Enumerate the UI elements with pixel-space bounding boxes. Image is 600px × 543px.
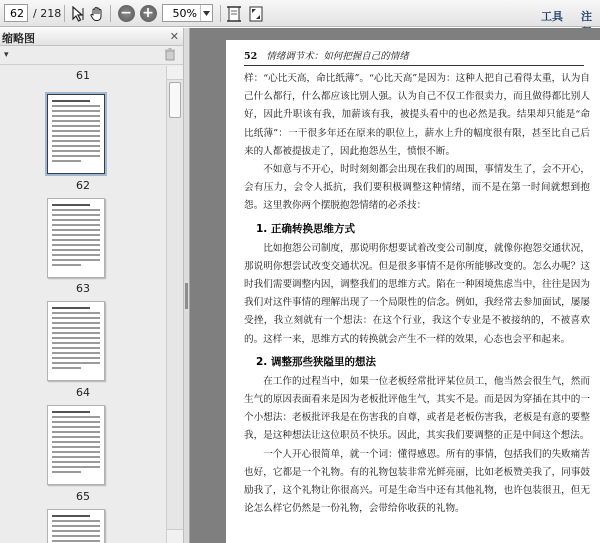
thumbnail-list[interactable] <box>0 66 166 543</box>
paragraph: 比如抱怨公司制度，那说明你想要试着改变公司制度，就像你抱怨交通状况，那说明你想尝试改变交通状况。但是很多事情不是你所能够改变的。怎么办呢？这时我们需要调整内因，调整我们的思维方式。陷在一种困境焦虑当中，往往是因为我们对这件事情的理解出现了一个局限性的信念。例如，我经常去参加面试，屡屡受挫，我立刻就有一个想法：在这个行业，我这个专业是不被接纳的，不被喜欢的。这样一来，思维方式的转换就会产生不一样的效果，心态也会平和起来。 <box>244 242 590 345</box>
running-header <box>244 48 584 66</box>
options-dropdown-icon[interactable]: ▾ <box>4 50 9 60</box>
section-heading: 2. 调整那些狭隘里的想法 <box>256 355 376 368</box>
sidebar-tools <box>0 46 183 65</box>
scroll-up-arrow-icon[interactable] <box>167 66 183 80</box>
thumbnail-label: 62 <box>76 179 90 192</box>
thumbnail-page[interactable] <box>47 301 105 381</box>
toolbar-separator <box>64 5 65 22</box>
page-number: 52 <box>244 51 258 62</box>
scroll-down-arrow-icon[interactable] <box>167 529 183 543</box>
paragraph: 样：“心比天高，命比纸薄”。“心比天高”是因为：这种人把自己看得太重，认为自己什么都行，什么都应该比别人强。认为自己不仅工作很卖力，而且做得都比别人好，因此升职该有我，加薪该有我，被提头看中的也必然是我。结果却只能是“命比纸薄”：一干很多年还在原来的职位上，薪水上升的幅度很有限，甚至比自己后来的人都被提拔走了，因此抱怨丛生，愤恨不断。 <box>244 73 590 157</box>
sidebar-header <box>0 28 183 46</box>
paragraph: 不如意与不开心，时时刻刻都会出现在我们的周围，事情发生了，会不开心，会有压力，会令人抵抗，我们要积极调整这种情绪，而不是在第一时间就想到抱怨。这里教你两个摆脱抱怨情绪的必杀技： <box>244 164 590 212</box>
sidebar-close-icon[interactable]: ✕ <box>169 30 179 43</box>
select-tool-button[interactable] <box>68 4 88 23</box>
minus-icon: − <box>118 5 135 22</box>
paragraph: 在工作的过程当中，如果一位老板经常批评某位员工，他当然会很生气，然而生气的原因表面看来是因为老板批评他生气，其实不是。而是因为穿插在其中的一个小想法：老板批评我是在伤害我的自尊，或者是老板伤害我，老板是有意的要整我，是这种想法让这位职员不快乐。因此，其实我们要调整的正是中间这个想法。 <box>244 375 590 442</box>
sidebar-scrollbar[interactable] <box>166 66 183 543</box>
running-head-title: 情绪调节术：如何把握自己的情绪 <box>266 51 409 62</box>
trash-icon[interactable] <box>164 48 176 61</box>
cursor-arrow-icon <box>71 6 85 22</box>
thumbnail-label: 61 <box>76 69 90 82</box>
hand-icon <box>89 6 105 22</box>
tools-menu-link[interactable]: 工具 <box>541 10 563 23</box>
full-screen-button[interactable] <box>246 4 266 23</box>
splitter-grip-icon[interactable] <box>185 283 188 309</box>
page-total-label: / 218 <box>33 7 62 20</box>
zoom-select[interactable] <box>162 4 213 22</box>
thumbnail-page[interactable] <box>47 509 105 543</box>
document-page <box>226 40 600 543</box>
page-number-input[interactable] <box>4 4 28 22</box>
paragraph: 一个人开心很简单，就一个词：懂得感恩。所有的事情，包括我们的失败痛苦也好，它都是一个礼物。有的礼物包装非常光鲜亮丽，比如老板赞美我了，同事鼓励我了，这个礼物让你很高兴。可是生命当中还有其他礼物，也许包装很丑，但无论怎么样它仍然是一份礼物，会带给你收获的礼物。 <box>244 448 590 515</box>
thumbnail-label: 63 <box>76 282 90 295</box>
zoom-in-button[interactable] <box>138 4 158 23</box>
expand-icon <box>249 6 263 22</box>
thumbnail-page[interactable] <box>47 94 105 174</box>
thumbnail-page[interactable] <box>47 198 105 278</box>
thumbnail-label: 64 <box>76 386 90 399</box>
toolbar-separator <box>220 5 221 22</box>
plus-icon: + <box>140 5 157 22</box>
comment-menu-link[interactable]: 注 <box>581 10 592 23</box>
main-toolbar <box>0 0 600 27</box>
thumbnail-sidebar <box>0 28 184 543</box>
zoom-value: 50% <box>172 6 197 20</box>
scrollbar-thumb[interactable] <box>169 82 181 118</box>
thumbnail-page[interactable] <box>47 405 105 485</box>
fit-page-button[interactable] <box>224 4 244 23</box>
fit-page-icon <box>227 6 241 22</box>
sidebar-title: 缩略图 <box>2 32 35 45</box>
thumbnail-label: 65 <box>76 490 90 503</box>
hand-tool-button[interactable] <box>87 4 107 23</box>
toolbar-separator <box>110 5 111 22</box>
section-heading: 1. 正确转换思维方式 <box>256 222 355 235</box>
document-viewer[interactable] <box>190 28 600 543</box>
zoom-out-button[interactable] <box>116 4 136 23</box>
dropdown-arrow-icon <box>200 5 212 21</box>
